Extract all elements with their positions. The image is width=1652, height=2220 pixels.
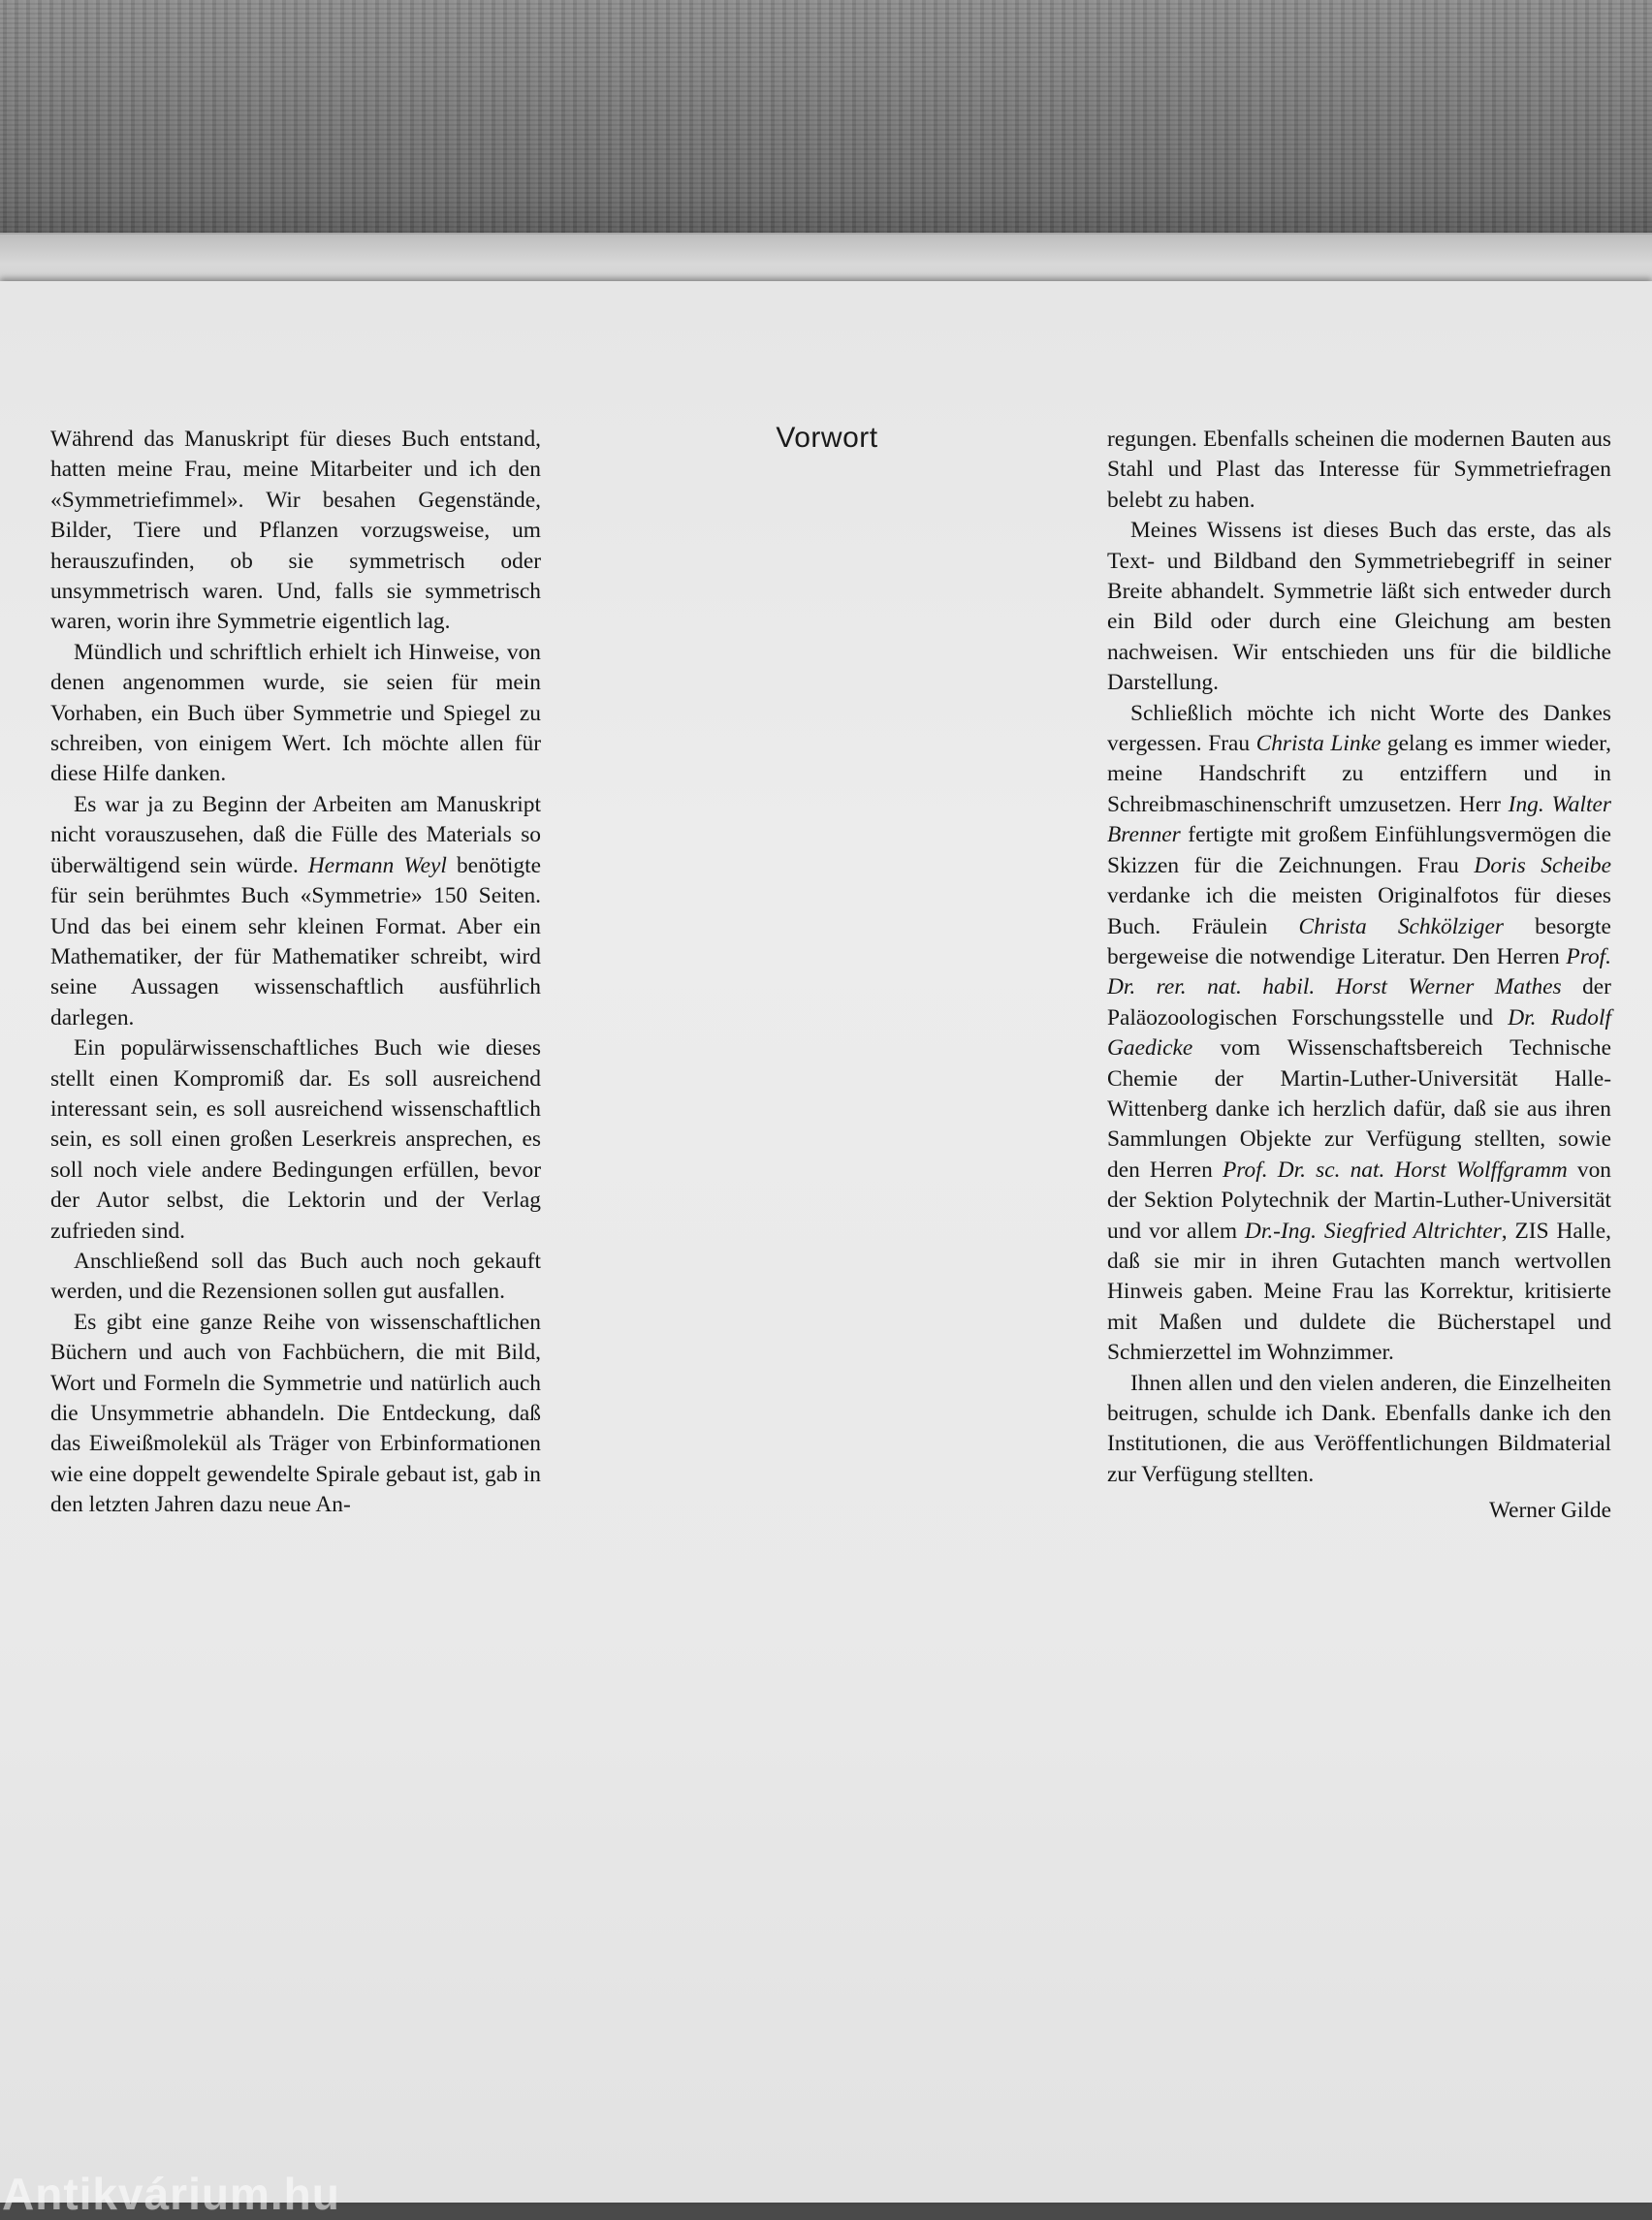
name-horst-werner-mathes: Prof. Dr. rer. nat. habil. Horst Werner Mathes	[1107, 943, 1611, 1000]
name-horst-wolffgramm: Prof. Dr. sc. nat. Horst Wolffgramm	[1223, 1157, 1568, 1183]
right-paragraph-4: Ihnen allen und den vielen anderen, die Einzelheiten beitrugen, schulde ich Dank. Ebenfalls danke ich den Institutionen, die aus Veröffentlichungen Bildmaterial zur Verfügung stellten.	[1107, 1370, 1611, 1487]
author-signature: Werner Gilde	[1488, 1498, 1611, 1524]
right-text-column	[1107, 425, 1611, 1527]
thanks-text-9: , ZIS Halle, daß sie mir in ihren Gutachten manch wertvollen Hinweis gaben. Meine Frau las Korrektur, kritisierte mit Maßen und duldete die Bücherstapel und Schmierzettel im Wohnzimmer.	[1107, 1218, 1611, 1366]
left-text-column	[50, 425, 541, 1521]
page-title: Vorwort	[776, 422, 878, 454]
thanks-text-5: besorgte bergeweise die notwendige Literatur. Den Herren	[1107, 913, 1611, 969]
left-paragraph-3	[50, 790, 541, 1033]
name-doris-scheibe: Doris Scheibe	[1474, 852, 1611, 878]
name-rudolf-gaedicke: Dr. Rudolf Gaedicke	[1107, 1004, 1611, 1062]
left-paragraph-5: Anschließend soll das Buch auch noch gekauft werden, und die Rezensionen sollen gut ausfallen.	[50, 1248, 541, 1305]
left-paragraph-6: Es gibt eine ganze Reihe von wissenschaftlichen Büchern und auch von Fachbüchern, die mit Bild, Wort und Formeln die Symmetrie und natürlich auch die Unsymmetrie abhandeln. Die Entdeckung, daß das Eiweißmolekül als Träger von Erbinformationen wie eine doppelt gewendelte Spirale gebaut ist, gab in den letzten Jahren dazu neue An-	[50, 1309, 541, 1518]
left-paragraph-2: Mündlich und schriftlich erhielt ich Hinweise, von denen angenommen wurde, sie seien für mein Vorhaben, ein Buch über Symmetrie und Spiegel zu schreiben, von einigem Wert. Ich möchte allen für diese Hilfe danken.	[50, 639, 541, 787]
watermark: Antikvárium.hu	[2, 2169, 340, 2219]
left-paragraph-4: Ein populärwissenschaftliches Buch wie dieses stellt einen Kompromiß dar. Es soll ausreichend interessant sein, es soll ausreichend wissenschaftlich sein, es soll einen großen Leserkreis ansprechen, es soll noch viele andere Bedingungen erfüllen, bevor der Autor selbst, die Lektorin und der Verlag zufrieden sind.	[50, 1035, 541, 1244]
right-paragraph-2: Meines Wissens ist dieses Buch das erste, das als Text- und Bildband den Symmetriebegriff in seiner Breite abhandelt. Symmetrie läßt sich entweder durch ein Bild oder durch eine Gleichung am besten nachweisen. Wir entschieden uns für die bildliche Darstellung.	[1107, 518, 1611, 696]
left-paragraph-1: Während das Manuskript für dieses Buch entstand, hatten meine Frau, meine Mitarbeiter und ich den «Symmetriefimmel». Wir besahen Gegenstände, Bilder, Tiere und Pflanzen vorzugsweise, um herauszufinden, ob sie symmetrisch oder unsymmetrisch waren. Und, falls sie symmetrisch waren, worin ihre Symmetrie eigentlich lag.	[50, 427, 541, 635]
left-paragraph-3-text-a: Es war ja zu Beginn der Arbeiten am Manuskript nicht vorauszusehen, daß die Fülle des Materials so überwältigend sein würde.	[50, 791, 541, 878]
thanks-text-4: verdanke ich die meisten Originalfotos für dieses Buch. Fräulein	[1107, 883, 1611, 939]
name-christa-linke: Christa Linke	[1255, 731, 1382, 757]
thanks-text-7: vom Wissenschaftsbereich Technische Chemie der Martin-Luther-Universität Halle-Wittenberg danke ich herzlich dafür, daß sie aus ihren Sammlungen Objekte zur Verfügung stellten, sowie den Herren	[1107, 1035, 1611, 1183]
name-walter-brenner: Ing. Walter Brenner	[1107, 791, 1611, 848]
name-siegfried-altrichter: Dr.-Ing. Siegfried Altrichter	[1244, 1218, 1502, 1244]
thanks-text-1: Schließlich möchte ich nicht Worte des Dankes vergessen. Frau	[1107, 700, 1611, 757]
left-paragraph-3-text-b: benötigte für sein berühmtes Buch «Symmetrie» 150 Seiten. Und das bei einem sehr kleinen Format. Aber ein Mathematiker, der für Mathematiker schreibt, wird seine Aussagen wissenschaftlich ausführlich darlegen.	[50, 852, 541, 1031]
right-paragraph-1: regungen. Ebenfalls scheinen die modernen Bauten aus Stahl und Plast das Interesse für Symmetriefragen belebt zu haben.	[1107, 427, 1611, 513]
thanks-text-3: fertigte mit großem Einfühlungsvermögen die Skizzen für die Zeichnungen. Frau	[1107, 822, 1611, 878]
right-paragraph-3	[1107, 699, 1611, 1369]
thanks-text-2: gelang es immer wieder, meine Handschrift zu entziffern und in Schreibmaschinenschrift umzusetzen. Herr	[1107, 731, 1612, 817]
thanks-text-6: der Paläozoologischen Forschungsstelle und	[1107, 974, 1611, 1031]
author-name-weyl: Hermann Weyl	[307, 852, 447, 878]
name-christa-schkoelziger: Christa Schkölziger	[1298, 913, 1504, 939]
wooden-surface-background	[0, 0, 1652, 262]
thanks-text-8: von der Sektion Polytechnik der Martin-Luther-Universität und vor allem	[1107, 1157, 1611, 1244]
